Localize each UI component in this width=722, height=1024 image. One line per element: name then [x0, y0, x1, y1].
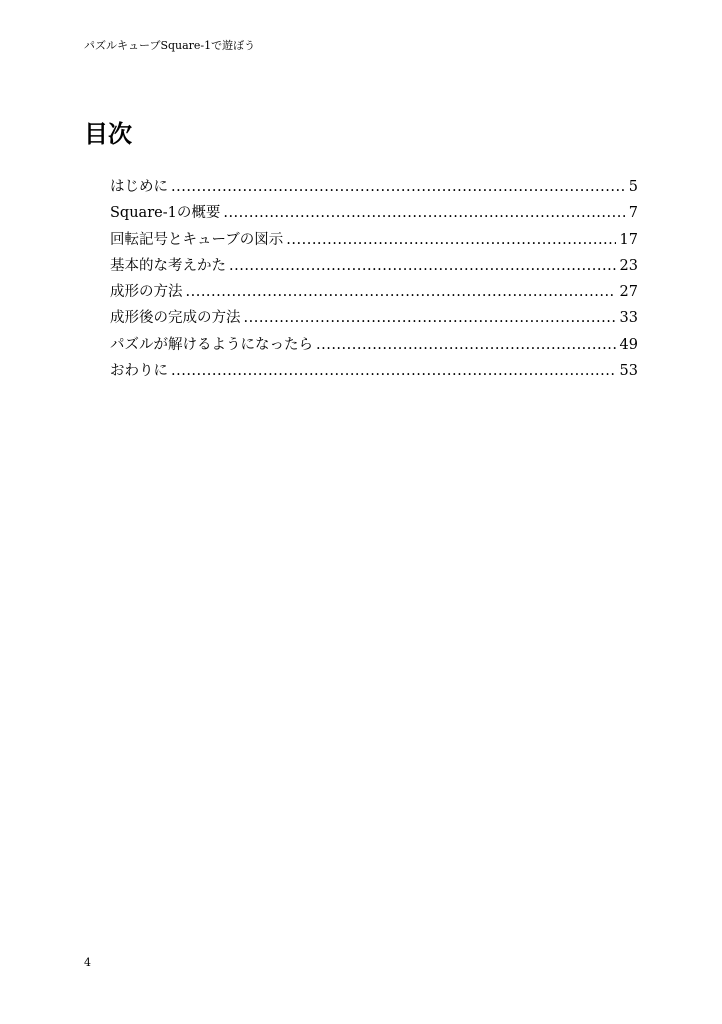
toc-title: 目次 [84, 120, 132, 148]
toc-entry-label: 成形後の完成の方法 [110, 310, 241, 327]
page-number: 4 [84, 956, 91, 969]
toc-entry-basic-concepts[interactable] [110, 253, 638, 279]
toc-entry-page: 53 [619, 363, 638, 380]
toc-entry-label: 基本的な考えかた [110, 257, 226, 274]
toc-list [110, 174, 638, 384]
toc-dot-leader [316, 332, 616, 358]
toc-entry-notation[interactable] [110, 227, 638, 253]
toc-entry-page: 7 [628, 205, 638, 222]
toc-dot-leader [186, 279, 616, 305]
toc-dot-leader [223, 200, 624, 226]
toc-entry-conclusion[interactable] [110, 358, 638, 384]
toc-dot-leader [171, 358, 616, 384]
toc-entry-label: 成形の方法 [110, 284, 183, 301]
toc-entry-overview[interactable] [110, 200, 638, 226]
toc-entry-label: はじめに [110, 179, 168, 195]
toc-entry-page: 23 [619, 257, 638, 274]
toc-entry-label: 回転記号とキューブの図示 [110, 231, 284, 248]
toc-dot-leader [286, 227, 615, 253]
toc-entry-page: 33 [619, 310, 638, 327]
toc-entry-completion[interactable] [110, 305, 638, 331]
toc-entry-label: おわりに [110, 363, 168, 380]
toc-entry-page: 27 [619, 284, 638, 301]
toc-entry-page: 5 [628, 179, 638, 195]
toc-entry-label: パズルが解けるようになったら [110, 336, 313, 353]
toc-entry-introduction[interactable] [110, 174, 638, 200]
running-header: パズルキューブSquare-1で遊ぼう [84, 39, 256, 52]
toc-dot-leader [171, 174, 625, 200]
toc-entry-after-solving[interactable] [110, 332, 638, 358]
toc-entry-page: 17 [619, 231, 638, 248]
toc-dot-leader [244, 305, 616, 331]
toc-entry-page: 49 [619, 336, 638, 353]
toc-entry-label: Square-1の概要 [110, 205, 221, 222]
toc-entry-shaping[interactable] [110, 279, 638, 305]
toc-dot-leader [229, 253, 616, 279]
